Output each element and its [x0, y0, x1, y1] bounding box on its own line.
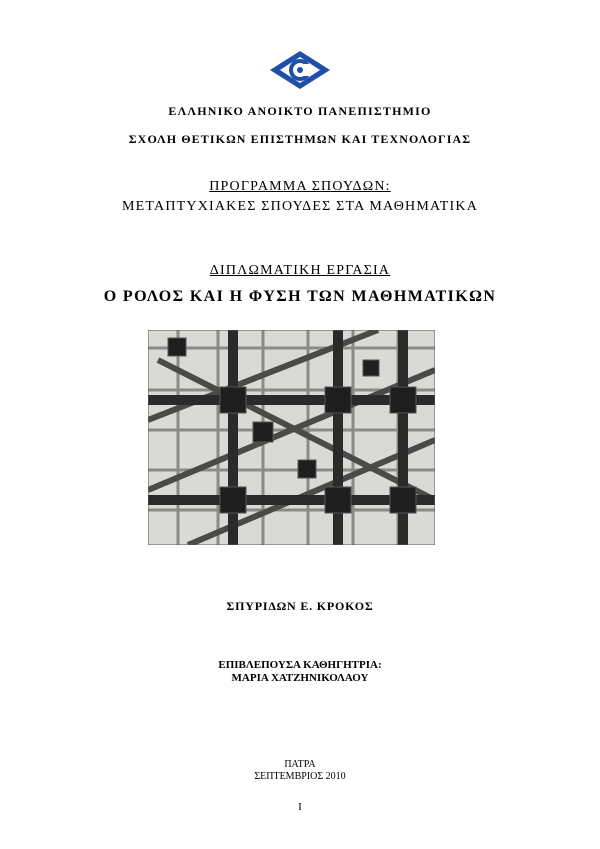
- program-name: ΜΕΤΑΠΤΥΧΙΑΚΕΣ ΣΠΟΥΔΕΣ ΣΤΑ ΜΑΘΗΜΑΤΙΚΑ: [121, 199, 479, 214]
- page-number: I: [298, 801, 302, 813]
- supervisor-name: ΜΑΡΙΑ ΧΑΤΖΗΝΙΚΟΛΑΟΥ: [231, 672, 369, 684]
- city: ΠΑΤΡΑ: [284, 759, 316, 770]
- university-name: ΕΛΛΗΝΙΚΟ ΑΝΟΙΚΤΟ ΠΑΝΕΠΙΣΤΗΜΙΟ: [168, 104, 432, 118]
- program-label: ΠΡΟΓΡΑΜΜΑ ΣΠΟΥΔΩΝ:: [209, 179, 391, 194]
- thesis-label: ΔΙΠΛΩΜΑΤΙΚΗ ΕΡΓΑΣΙΑ: [209, 263, 391, 278]
- cubic-lattice-artwork: [148, 330, 435, 545]
- school-name: ΣΧΟΛΗ ΘΕΤΙΚΩΝ ΕΠΙΣΤΗΜΩΝ ΚΑΙ ΤΕΧΝΟΛΟΓΙΑΣ: [128, 132, 472, 146]
- university-logo-icon: [268, 50, 332, 90]
- thesis-title: Ο ΡΟΛΟΣ ΚΑΙ Η ΦΥΣΗ ΤΩΝ ΜΑΘΗΜΑΤΙΚΩΝ: [103, 288, 497, 305]
- date: ΣΕΠΤΕΜΒΡΙΟΣ 2010: [254, 771, 346, 782]
- author-name: ΣΠΥΡΙΔΩΝ Ε. ΚΡΟΚΟΣ: [226, 599, 374, 613]
- supervisor-label: ΕΠΙΒΛΕΠΟΥΣΑ ΚΑΘΗΓΗΤΡΙΑ:: [218, 659, 382, 671]
